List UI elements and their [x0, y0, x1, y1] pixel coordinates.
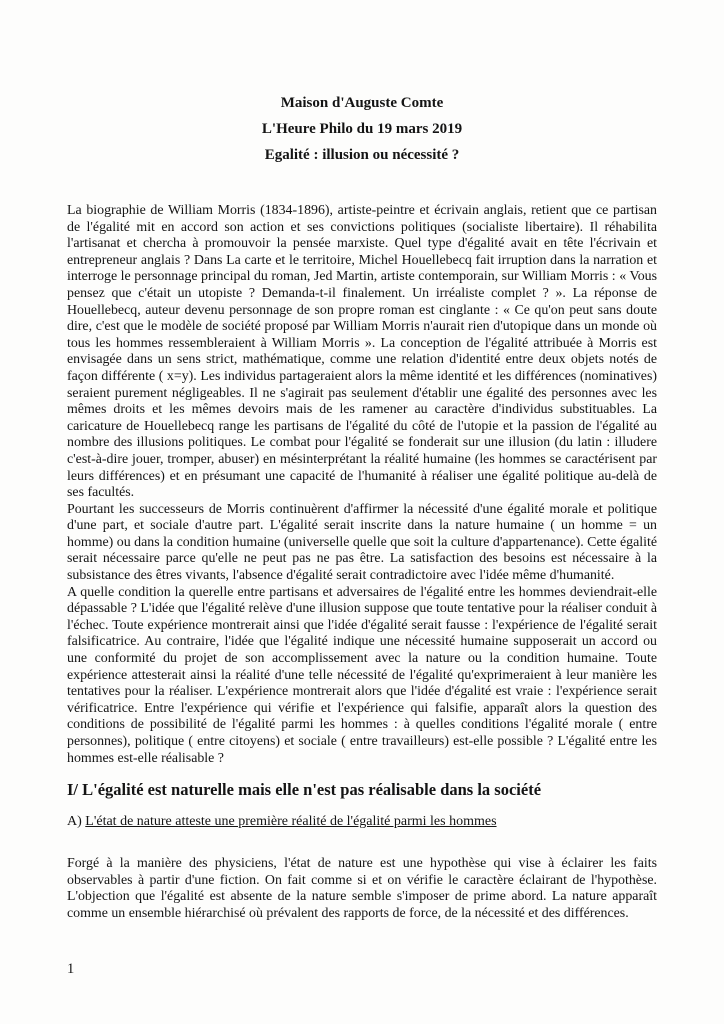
subsection-title: L'état de nature atteste une première réalité de l'égalité parmi les hommes [85, 814, 497, 830]
header-event-date: L'Heure Philo du 19 mars 2019 [261, 121, 463, 137]
document-header [0, 0, 724, 164]
paragraph-morris-successors: Pourtant les successeurs de Morris continuèrent d'affirmer la nécessité d'une égalité morale et politique d'une part, et sociale d'autre part. L'égalité serait inscrite dans la nature humaine ( un homme = un homme) ou dans la condition humaine (universelle quelle que soit la culture d'appartenance). Cette égalité serait nécessaire parce qu'elle ne peut pas ne pas être. La satisfaction des besoins est nécessaire à la subsistance des êtres vivants, l'absence d'égalité serait contradictoire avec l'idée même d'humanité. [67, 501, 657, 584]
paragraph-state-of-nature: Forgé à la manière des physiciens, l'état de nature est une hypothèse qui vise à éclairer les faits observables à partir d'une fiction. On fait comme si et on vérifie le caractère éclairant de l'hypothèse. L'objection que l'égalité est absente de la nature semble s'imposer de prime abord. La nature apparaît comme un ensemble hiérarchisé où prévalent des rapports de force, de la nécessité et des différences. [67, 856, 657, 921]
document-body [67, 203, 657, 923]
section-heading-1: I/ L'égalité est naturelle mais elle n'est pas réalisable dans la société [67, 780, 542, 800]
paragraph-morris-biography: La biographie de William Morris (1834-1896), artiste-peintre et écrivain anglais, retient que ce partisan de l'égalité mit en accord son action et ses convictions politiques (socialiste libertaire). Il réhabilita l'artisanat et chercha à promouvoir la pensée marxiste. Quel type d'égalité avait en tête l'écrivain et entrepreneur anglais ? Dans La carte et le territoire, Michel Houellebecq fait irruption dans la narration et interroge le personnage principal du roman, Jed Martin, artiste contemporain, sur William Morris : « Vous pensez que c'était un utopiste ? Demanda-t-il finalement. Un irréaliste complet ? ». La réponse de Houellebecq, auteur devenu personnage de son propre roman est cinglante : « Ce qu'on peut sans doute dire, c'est que le modèle de société proposé par William Morris n'aurait rien d'utopique dans un monde où tous les hommes ressembleraient à William Morris ». La conception de l'égalité attribuée à Morris est envisagée dans un sens strict, mathématique, comme une relation d'identité entre deux objets notés de façon différente ( x=y). Les individus partageraient alors la même identité et les différences (nominatives) seraient purement négligeables. Il ne s'agirait pas seulement d'établir une égalité des personnes avec les mêmes droits et les mêmes devoirs mais de les ramener au caractère d'individus substituables. La caricature de Houellebecq range les partisans de l'égalité du côté de l'utopie et la passion de l'égalité au nombre des illusions politiques. Le combat pour l'égalité se fonderait sur une illusion (du latin : illudere c'est-à-dire jouer, tromper, abuser) en mésinterprétant la réalité humaine (les hommes se caractérisent par leurs différences) et en présumant une capacité de l'humanité à réaliser une égalité politique au-delà de ses facultés. [67, 203, 657, 501]
subsection-label: A) [67, 814, 86, 830]
subsection-heading-a [67, 813, 657, 830]
paragraph-querelle-conditions: A quelle condition la querelle entre partisans et adversaires de l'égalité entre les hommes deviendrait-elle dépassable ? L'idée que l'égalité relève d'une illusion suppose que toute tentative pour la réaliser conduit à l'échec. Toute expérience montrerait ainsi que l'idée d'égalité serait fausse : l'expérience de l'égalité serait falsificatrice. Au contraire, l'idée que l'égalité indique une nécessité humaine supposerait un accord ou une conformité du projet de son accomplissement avec la nature ou la condition humaine. Toute expérience attesterait ainsi la réalité d'une telle nécessité de l'égalité qu'exprimeraient à leur manière les tentatives pour la réaliser. L'expérience montrerait alors que l'idée d'égalité est vraie : l'expérience serait vérificatrice. Entre l'expérience qui vérifie et l'expérience qui falsifie, apparaît alors la question des conditions de possibilité de l'égalité parmi les hommes : à quelles conditions l'égalité morale ( entre personnes), politique ( entre citoyens) et sociale ( entre travailleurs) est-elle possible ? L'égalité entre les hommes est-elle réalisable ? [67, 584, 657, 766]
page-number: 1 [67, 961, 75, 977]
document-title: Egalité : illusion ou nécessité ? [264, 147, 460, 163]
header-institution: Maison d'Auguste Comte [280, 95, 444, 111]
